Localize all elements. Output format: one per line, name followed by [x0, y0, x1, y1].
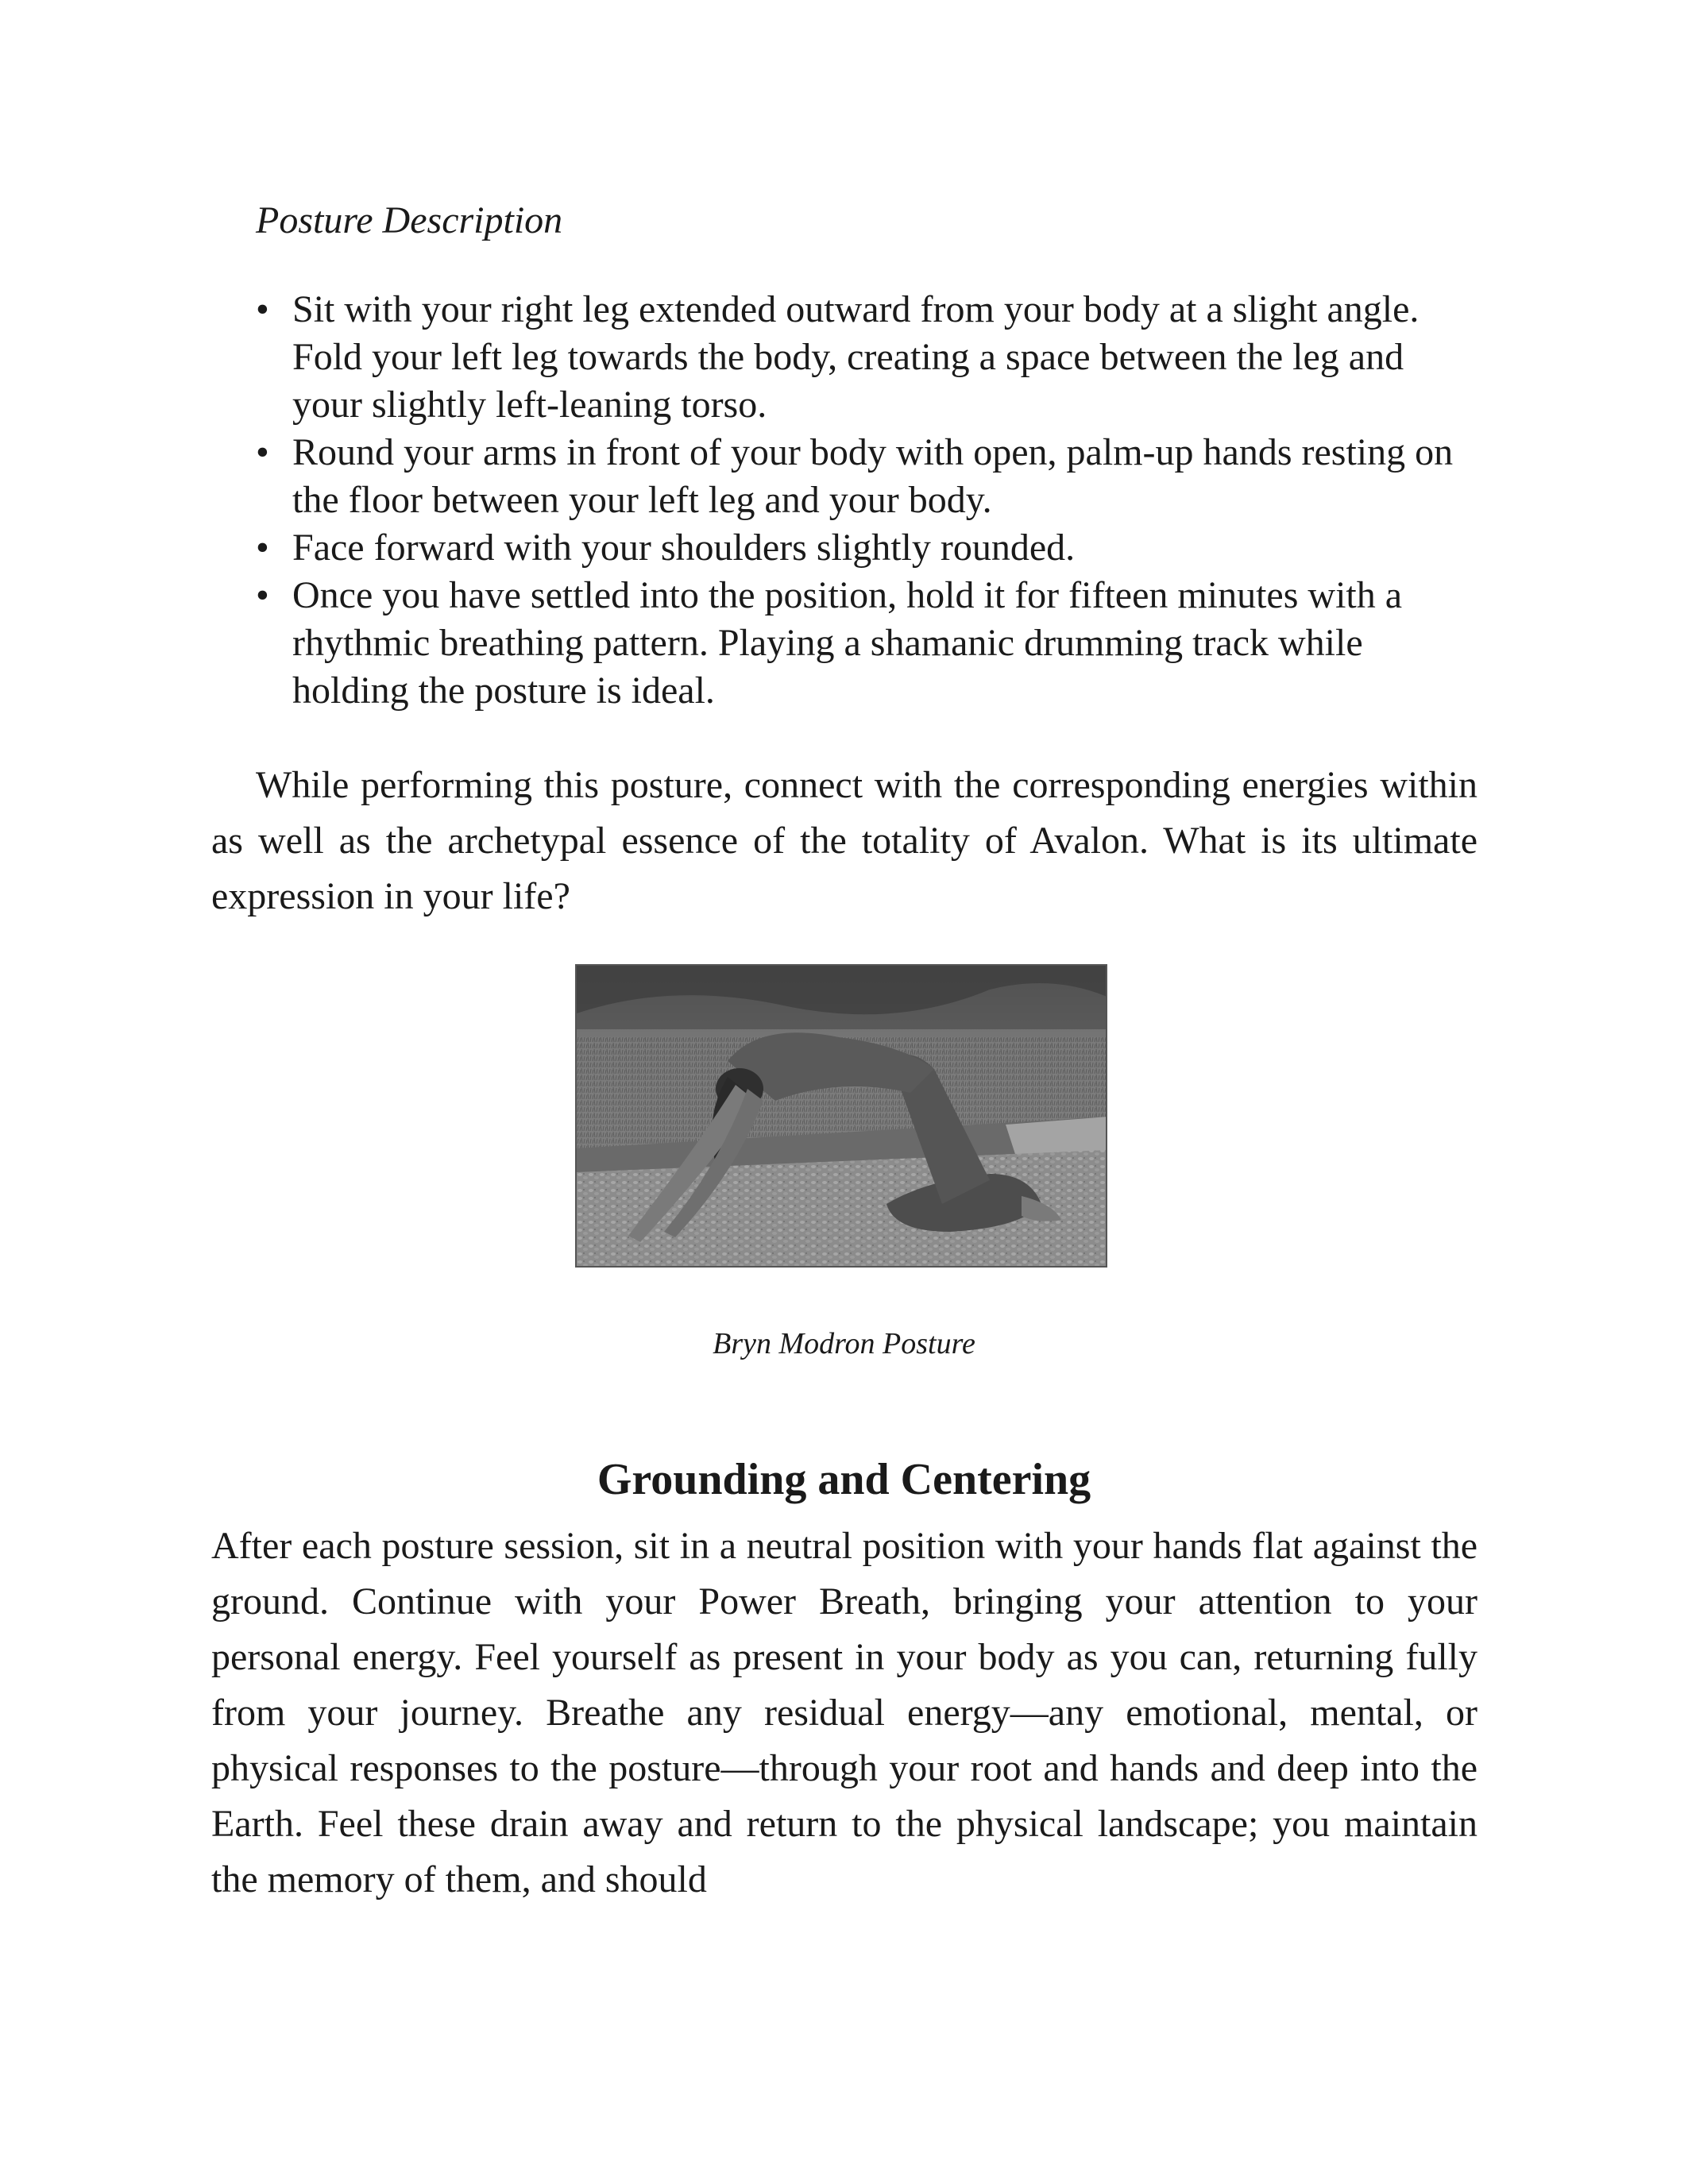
posture-reflection-paragraph: While performing this posture, connect with the corresponding energies within as well as the archetypal essence of the totality of Avalon. What is its ultimate expression in your life?	[211, 764, 1477, 917]
figure-caption: Bryn Modron Posture	[713, 1327, 975, 1360]
posture-photo	[575, 964, 1107, 1268]
list-item: • Face forward with your shoulders slightly rounded.	[256, 524, 1479, 572]
grounding-section-title: Grounding and Centering	[597, 1455, 1091, 1504]
list-item: • Round your arms in front of your body with open, palm-up hands resting on the floor between your left leg and your body.	[256, 429, 1479, 524]
list-item: • Once you have settled into the position, hold it for fifteen minutes with a rhythmic breathing pattern. Playing a shamanic drumming track while holding the posture is ideal.	[256, 572, 1479, 715]
grounding-paragraph: After each posture session, sit in a neutral position with your hands flat against the ground. Continue with your Power Breath, bringing your attention to your personal energy. Feel yourself as present in your body as you can, returning fully from your journey. Breathe any residual energy—any emotional, mental, or physical responses to the posture—through your root and hands and deep into the Earth. Feel these drain away and return to the physical landscape; you maintain the memory of them, and should	[211, 1525, 1477, 1900]
posture-steps-list	[256, 286, 1479, 715]
list-item: • Sit with your right leg extended outward from your body at a slight angle. Fold your left leg towards the body, creating a space between the leg and your slightly left-leaning torso.	[256, 286, 1479, 429]
posture-description-heading: Posture Description	[256, 199, 563, 241]
